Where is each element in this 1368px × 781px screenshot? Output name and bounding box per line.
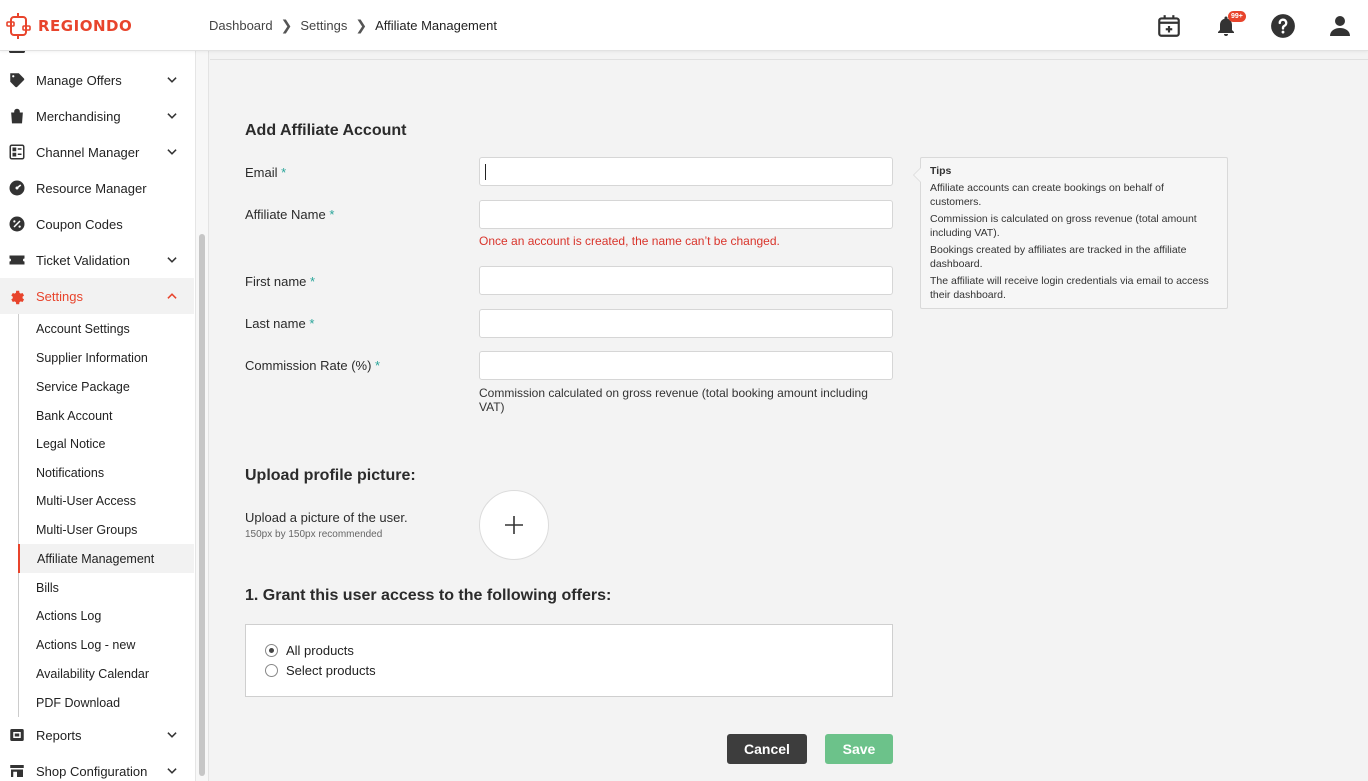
- chevron-down-icon: [165, 73, 179, 87]
- required-marker: *: [375, 358, 381, 373]
- sidebar-item-label: Coupon Codes: [36, 216, 123, 232]
- subitem-label: Supplier Information: [36, 350, 148, 365]
- required-marker: *: [309, 316, 315, 331]
- notification-badge: 99+: [1228, 11, 1246, 22]
- tip-line: Affiliate accounts can create bookings on behalf of customers.: [930, 182, 1164, 208]
- sidebar-item-label: Resource Manager: [36, 180, 147, 196]
- chevron-down-icon: [165, 253, 179, 267]
- subitem-label: Account Settings: [36, 321, 130, 336]
- offers-access-box: [245, 624, 893, 697]
- last-name-label-text: Last name: [245, 316, 306, 331]
- upload-section-title: Upload profile picture:: [245, 467, 416, 484]
- percent-badge-icon: [8, 215, 26, 233]
- sidebar-subitem-availability-calendar[interactable]: [18, 659, 194, 688]
- last-name-label: [245, 316, 314, 331]
- radio-button-selected[interactable]: [265, 644, 278, 657]
- sidebar-item-label: Reports: [36, 727, 82, 743]
- radio-all-products[interactable]: [265, 643, 354, 658]
- sidebar-subitem-actions-log-new[interactable]: [18, 630, 194, 659]
- last-name-field[interactable]: [479, 309, 893, 338]
- sidebar-item-reports[interactable]: [0, 717, 194, 753]
- upload-hint: 150px by 150px recommended: [245, 529, 383, 540]
- ticket-icon: [8, 251, 26, 269]
- required-marker: *: [329, 207, 335, 222]
- sidebar-item-label: Channel Manager: [36, 144, 140, 160]
- subitem-label: Bills: [36, 580, 59, 595]
- logo-text: REGIONDO: [38, 17, 133, 35]
- chevron-right-icon: ❯: [280, 17, 293, 33]
- regiondo-logo-icon: [6, 12, 32, 40]
- sidebar-subitem-notifications[interactable]: [18, 458, 194, 487]
- first-name-field[interactable]: [479, 266, 893, 295]
- sidebar-item-coupon-codes[interactable]: [0, 206, 194, 242]
- content-divider: [210, 59, 1368, 60]
- sidebar-item-label: Manage Offers: [36, 72, 122, 88]
- first-name-label: [245, 274, 315, 289]
- subitem-label: Multi-User Groups: [36, 522, 138, 537]
- logo[interactable]: [6, 12, 132, 40]
- shopping-bag-icon: [8, 107, 26, 125]
- sidebar-item-ticket-validation[interactable]: [0, 242, 194, 278]
- calendar-plus-icon: [1156, 13, 1182, 39]
- affiliate-name-label-text: Affiliate Name: [245, 207, 326, 222]
- required-marker: *: [281, 165, 287, 180]
- sidebar-item-label: Settings: [36, 288, 83, 304]
- user-icon: [1328, 14, 1352, 38]
- subitem-label: Availability Calendar: [36, 666, 150, 681]
- breadcrumb-dashboard[interactable]: Dashboard: [209, 18, 273, 33]
- subitem-label: Affiliate Management: [37, 551, 155, 566]
- commission-help-text: Commission calculated on gross revenue (total booking amount including VAT): [479, 386, 868, 414]
- subitem-label: Bank Account: [36, 408, 113, 423]
- offers-section-title: 1. Grant this user access to the following offers:: [245, 587, 612, 604]
- top-partial-icon: [9, 51, 25, 53]
- subitem-label: Legal Notice: [36, 436, 106, 451]
- form-title: Add Affiliate Account: [245, 122, 407, 139]
- help-button[interactable]: [1254, 0, 1311, 51]
- sidebar: [0, 51, 196, 781]
- sidebar-subitem-bank-account[interactable]: [18, 401, 194, 430]
- tip-line: Commission is calculated on gross revenue (total amount including VAT).: [930, 213, 1197, 239]
- sidebar-subitem-multi-user-access[interactable]: [18, 486, 194, 515]
- sidebar-item-shop-configuration[interactable]: [0, 753, 194, 781]
- chevron-down-icon: [165, 764, 179, 778]
- tag-icon: [8, 71, 26, 89]
- affiliate-name-label: [245, 207, 334, 222]
- sidebar-subitem-account-settings[interactable]: [18, 314, 194, 343]
- breadcrumb: [209, 17, 497, 34]
- radio-label: All products: [286, 643, 354, 658]
- sidebar-subitem-supplier-information[interactable]: [18, 343, 194, 372]
- commission-rate-field[interactable]: [479, 351, 893, 380]
- gauge-icon: [8, 179, 26, 197]
- radio-select-products[interactable]: [265, 663, 376, 678]
- sidebar-subitem-legal-notice[interactable]: [18, 429, 194, 458]
- sidebar-item-channel-manager[interactable]: [0, 134, 194, 170]
- upload-label: Upload a picture of the user.: [245, 510, 408, 525]
- chevron-down-icon: [165, 145, 179, 159]
- sidebar-item-settings[interactable]: [0, 278, 194, 314]
- cancel-button[interactable]: Cancel: [727, 734, 807, 764]
- radio-label: Select products: [286, 663, 376, 678]
- subitem-label: Actions Log: [36, 608, 102, 623]
- tips-panel: [920, 157, 1228, 309]
- breadcrumb-settings[interactable]: Settings: [300, 18, 348, 33]
- chevron-down-icon: [165, 109, 179, 123]
- header-actions: [1140, 0, 1368, 51]
- sidebar-scrollbar-thumb[interactable]: [199, 234, 205, 776]
- upload-picture-button[interactable]: [479, 490, 549, 560]
- user-account-button[interactable]: [1311, 0, 1368, 51]
- dashboard-list-icon: [8, 143, 26, 161]
- sidebar-subitem-multi-user-groups[interactable]: [18, 515, 194, 544]
- affiliate-name-field[interactable]: [479, 200, 893, 229]
- text-caret: [485, 164, 486, 180]
- help-icon: [1270, 13, 1296, 39]
- sidebar-item-merchandising[interactable]: [0, 98, 194, 134]
- chevron-down-icon: [165, 728, 179, 742]
- commission-rate-label: [245, 358, 380, 373]
- tips-title: Tips: [930, 165, 952, 177]
- subitem-label: PDF Download: [36, 695, 121, 710]
- sidebar-subitem-actions-log[interactable]: [18, 601, 194, 630]
- sidebar-subitem-affiliate-management[interactable]: [18, 544, 194, 573]
- first-name-label-text: First name: [245, 274, 307, 289]
- email-label-text: Email: [245, 165, 278, 180]
- gear-icon: [8, 287, 26, 305]
- chevron-up-icon: [165, 289, 179, 303]
- report-icon: [8, 726, 26, 744]
- email-field[interactable]: [479, 157, 893, 186]
- sidebar-subitem-service-package[interactable]: [18, 372, 194, 401]
- sidebar-item-resource-manager[interactable]: [0, 170, 194, 206]
- subitem-label: Multi-User Access: [36, 493, 137, 508]
- save-button[interactable]: Save: [825, 734, 893, 764]
- breadcrumb-current: Affiliate Management: [375, 18, 497, 33]
- calendar-add-button[interactable]: [1140, 0, 1197, 51]
- email-label: [245, 165, 286, 180]
- sidebar-item-label: Ticket Validation: [36, 252, 130, 268]
- sidebar-scrollbar[interactable]: [196, 51, 209, 781]
- storefront-icon: [8, 762, 26, 780]
- notifications-button[interactable]: [1197, 0, 1254, 51]
- radio-button[interactable]: [265, 664, 278, 677]
- plus-icon: [503, 514, 525, 536]
- tip-line: Bookings created by affiliates are tracked in the affiliate dashboard.: [930, 244, 1187, 270]
- sidebar-subitem-pdf-download[interactable]: [18, 688, 194, 717]
- sidebar-item-label: Merchandising: [36, 108, 121, 124]
- subitem-label: Service Package: [36, 379, 130, 394]
- sidebar-item-label: Shop Configuration: [36, 763, 148, 779]
- sidebar-item-manage-offers[interactable]: [0, 62, 194, 98]
- subitem-label: Actions Log - new: [36, 637, 136, 652]
- tip-line: The affiliate will receive login credentials via email to access their dashboard.: [930, 275, 1209, 301]
- commission-rate-label-text: Commission Rate (%): [245, 358, 372, 373]
- chevron-right-icon: ❯: [355, 17, 368, 33]
- subitem-label: Notifications: [36, 465, 105, 480]
- sidebar-subitem-bills[interactable]: [18, 573, 194, 602]
- required-marker: *: [310, 274, 316, 289]
- top-bar: [0, 0, 1368, 51]
- affiliate-name-warning: Once an account is created, the name can’t be changed.: [479, 234, 780, 248]
